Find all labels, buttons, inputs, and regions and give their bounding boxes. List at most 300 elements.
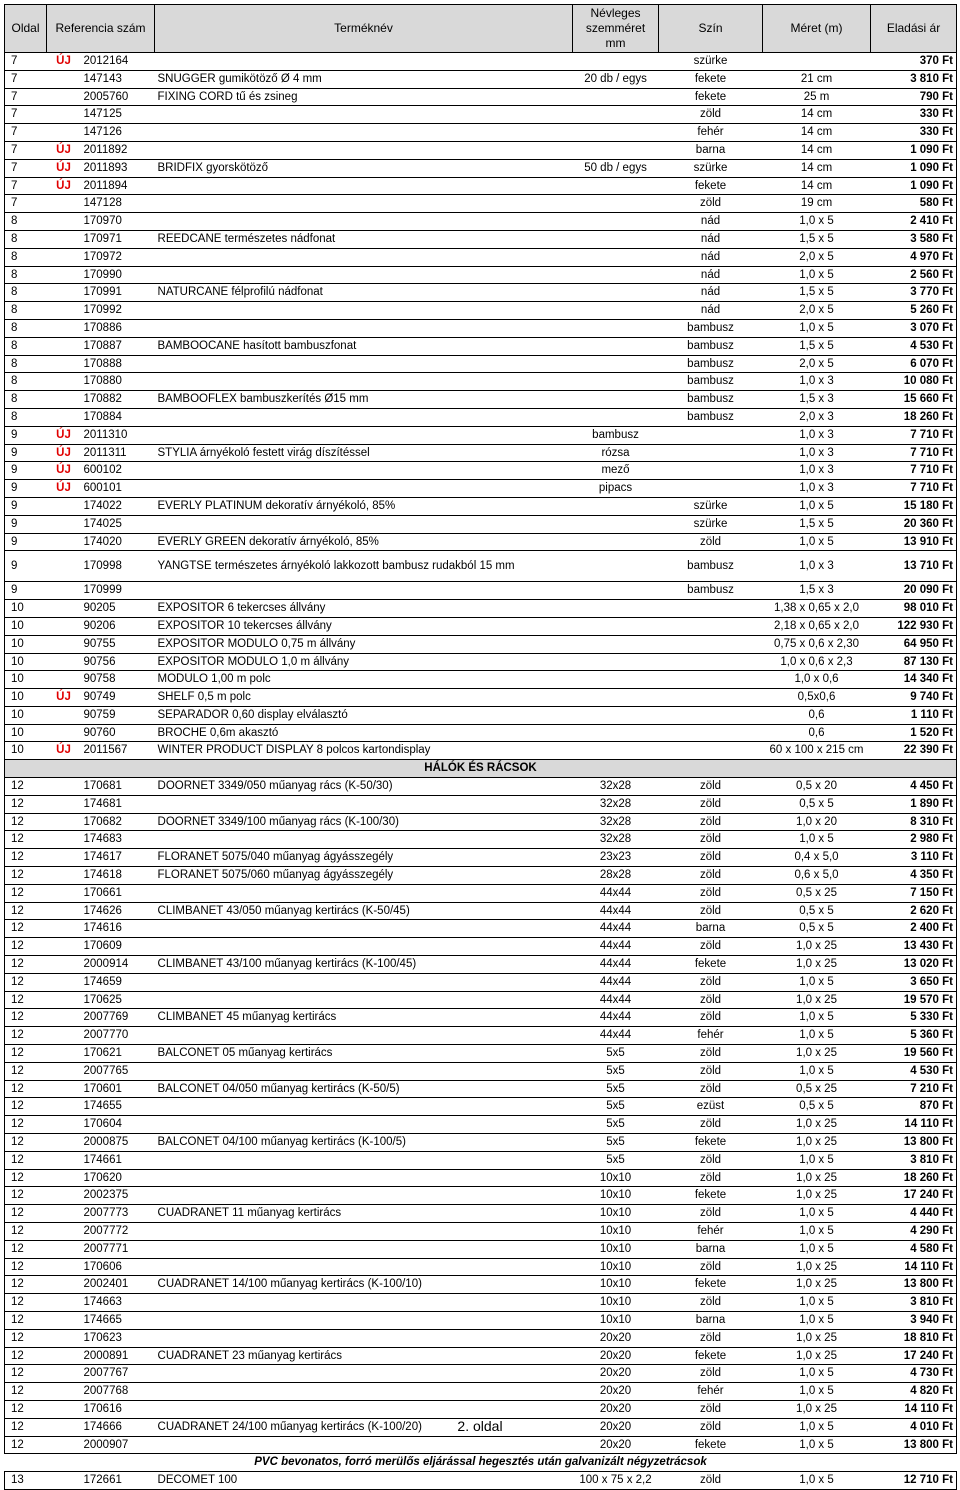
cell-new-badge: [47, 1187, 81, 1205]
cell-nominal-mesh: 32x28: [573, 795, 659, 813]
cell-reference: 170884: [81, 408, 155, 426]
cell-size: 1,0 x 5: [763, 1311, 871, 1329]
cell-size: 1,5 x 5: [763, 230, 871, 248]
table-row: [5, 724, 957, 742]
cell-product-name: [155, 938, 573, 956]
cell-color: [659, 600, 763, 618]
cell-reference: 170888: [81, 355, 155, 373]
cell-product-name: EVERLY PLATINUM dekoratív árnyékoló, 85%: [155, 497, 573, 515]
cell-reference: 170990: [81, 266, 155, 284]
cell-reference: 2000875: [81, 1134, 155, 1152]
cell-nominal-mesh: 5x5: [573, 1045, 659, 1063]
cell-product-name: [155, 319, 573, 337]
cell-price: 4 350 Ft: [871, 867, 957, 885]
cell-price: 4 440 Ft: [871, 1205, 957, 1223]
cell-new-badge: [47, 1311, 81, 1329]
cell-nominal-mesh: [573, 533, 659, 551]
cell-nominal-mesh: [573, 724, 659, 742]
table-row: [5, 671, 957, 689]
cell-price: 5 330 Ft: [871, 1009, 957, 1027]
cell-size: 1,0 x 0,6: [763, 671, 871, 689]
cell-page: 8: [5, 391, 47, 409]
cell-page: 12: [5, 920, 47, 938]
table-row: [5, 426, 957, 444]
cell-product-name: [155, 141, 573, 159]
cell-size: 1,0 x 5: [763, 1472, 871, 1490]
cell-product-name: SHELF 0,5 m polc: [155, 689, 573, 707]
cell-color: zöld: [659, 1045, 763, 1063]
cell-nominal-mesh: [573, 706, 659, 724]
table-row: [5, 1472, 957, 1490]
header-color: Szín: [659, 5, 763, 53]
cell-product-name: DECOMET 100: [155, 1472, 573, 1490]
cell-reference: 174025: [81, 515, 155, 533]
cell-price: 3 940 Ft: [871, 1311, 957, 1329]
cell-nominal-mesh: [573, 248, 659, 266]
cell-color: [659, 426, 763, 444]
cell-page: 12: [5, 991, 47, 1009]
cell-size: 1,0 x 5: [763, 1009, 871, 1027]
cell-new-badge: [47, 391, 81, 409]
cell-price: 15 660 Ft: [871, 391, 957, 409]
cell-price: 13 020 Ft: [871, 956, 957, 974]
cell-reference: 174681: [81, 795, 155, 813]
header-page: Oldal: [5, 5, 47, 53]
cell-product-name: BAMBOOCANE hasított bambuszfonat: [155, 337, 573, 355]
cell-product-name: [155, 1311, 573, 1329]
table-row: [5, 849, 957, 867]
cell-size: 0,6 x 5,0: [763, 867, 871, 885]
cell-color: bambusz: [659, 337, 763, 355]
cell-price: 3 580 Ft: [871, 230, 957, 248]
cell-price: 19 570 Ft: [871, 991, 957, 1009]
cell-product-name: STYLIA árnyékoló festett virág díszítéssel: [155, 444, 573, 462]
cell-new-badge: [47, 831, 81, 849]
cell-color: [659, 706, 763, 724]
cell-price: 1 090 Ft: [871, 141, 957, 159]
cell-page: 8: [5, 302, 47, 320]
cell-color: bambusz: [659, 373, 763, 391]
cell-color: barna: [659, 920, 763, 938]
cell-color: nád: [659, 266, 763, 284]
cell-new-badge: [47, 1027, 81, 1045]
cell-price: 13 800 Ft: [871, 1276, 957, 1294]
cell-page: 7: [5, 195, 47, 213]
cell-price: 7 710 Ft: [871, 426, 957, 444]
cell-color: zöld: [659, 867, 763, 885]
cell-new-badge: [47, 337, 81, 355]
cell-product-name: [155, 266, 573, 284]
cell-page: 12: [5, 973, 47, 991]
cell-size: 2,0 x 5: [763, 302, 871, 320]
cell-new-badge: [47, 706, 81, 724]
table-row: [5, 195, 957, 213]
cell-price: 14 110 Ft: [871, 1258, 957, 1276]
cell-new-badge: [47, 248, 81, 266]
table-row: [5, 551, 957, 582]
cell-color: szürke: [659, 159, 763, 177]
cell-price: 17 240 Ft: [871, 1187, 957, 1205]
cell-color: nád: [659, 248, 763, 266]
cell-new-badge: [47, 956, 81, 974]
cell-color: [659, 724, 763, 742]
cell-product-name: FLORANET 5075/040 műanyag ágyásszegély: [155, 849, 573, 867]
cell-new-badge: [47, 1472, 81, 1490]
cell-color: ezüst: [659, 1098, 763, 1116]
cell-color: fehér: [659, 124, 763, 142]
cell-page: 12: [5, 1294, 47, 1312]
cell-new-badge: [47, 373, 81, 391]
cell-price: 64 950 Ft: [871, 635, 957, 653]
cell-new-badge: ÚJ: [47, 742, 81, 760]
cell-nominal-mesh: [573, 53, 659, 71]
cell-new-badge: ÚJ: [47, 689, 81, 707]
cell-nominal-mesh: 44x44: [573, 902, 659, 920]
cell-nominal-mesh: [573, 582, 659, 600]
cell-product-name: [155, 1116, 573, 1134]
cell-page: 12: [5, 884, 47, 902]
cell-page: 9: [5, 515, 47, 533]
cell-nominal-mesh: 10x10: [573, 1169, 659, 1187]
cell-size: 1,0 x 25: [763, 1169, 871, 1187]
cell-page: 12: [5, 1223, 47, 1241]
cell-nominal-mesh: 10x10: [573, 1187, 659, 1205]
cell-page: 8: [5, 408, 47, 426]
table-row: [5, 462, 957, 480]
cell-reference: 600102: [81, 462, 155, 480]
cell-new-badge: [47, 319, 81, 337]
cell-page: 12: [5, 1258, 47, 1276]
cell-reference: 170623: [81, 1329, 155, 1347]
cell-price: 580 Ft: [871, 195, 957, 213]
cell-price: 1 110 Ft: [871, 706, 957, 724]
cell-new-badge: [47, 1276, 81, 1294]
cell-new-badge: ÚJ: [47, 141, 81, 159]
cell-page: 10: [5, 600, 47, 618]
cell-page: 12: [5, 813, 47, 831]
cell-price: 4 820 Ft: [871, 1383, 957, 1401]
cell-price: 870 Ft: [871, 1098, 957, 1116]
cell-price: 19 560 Ft: [871, 1045, 957, 1063]
cell-nominal-mesh: [573, 230, 659, 248]
cell-product-name: MODULO 1,00 m polc: [155, 671, 573, 689]
cell-size: 1,38 x 0,65 x 2,0: [763, 600, 871, 618]
cell-page: 7: [5, 124, 47, 142]
cell-page: 8: [5, 373, 47, 391]
cell-color: [659, 671, 763, 689]
cell-price: 7 710 Ft: [871, 462, 957, 480]
cell-size: 0,5 x 20: [763, 778, 871, 796]
cell-page: 12: [5, 1098, 47, 1116]
cell-size: 1,0 x 3: [763, 426, 871, 444]
cell-size: 1,0 x 25: [763, 938, 871, 956]
cell-page: 8: [5, 230, 47, 248]
cell-color: zöld: [659, 1009, 763, 1027]
cell-nominal-mesh: [573, 497, 659, 515]
cell-price: 22 390 Ft: [871, 742, 957, 760]
cell-reference: 174659: [81, 973, 155, 991]
cell-reference: 170880: [81, 373, 155, 391]
cell-new-badge: [47, 106, 81, 124]
cell-new-badge: [47, 124, 81, 142]
cell-page: 10: [5, 706, 47, 724]
cell-color: zöld: [659, 1116, 763, 1134]
header-reference: Referencia szám: [47, 5, 155, 53]
cell-price: 3 110 Ft: [871, 849, 957, 867]
cell-reference: 174618: [81, 867, 155, 885]
cell-price: 3 650 Ft: [871, 973, 957, 991]
cell-product-name: [155, 1436, 573, 1454]
cell-product-name: DOORNET 3349/050 műanyag rács (K-50/30): [155, 778, 573, 796]
cell-nominal-mesh: 20x20: [573, 1418, 659, 1436]
table-body: [5, 53, 957, 1490]
cell-nominal-mesh: [573, 671, 659, 689]
table-row: [5, 159, 957, 177]
cell-color: nád: [659, 230, 763, 248]
cell-product-name: [155, 408, 573, 426]
cell-new-badge: [47, 533, 81, 551]
cell-reference: 170621: [81, 1045, 155, 1063]
cell-reference: 174626: [81, 902, 155, 920]
table-row: [5, 1329, 957, 1347]
cell-size: 1,0 x 20: [763, 813, 871, 831]
header-nominal-mesh: Névleges szemméret mm: [573, 5, 659, 53]
table-row: [5, 230, 957, 248]
cell-page: 10: [5, 635, 47, 653]
table-row: [5, 1383, 957, 1401]
cell-reference: 2007771: [81, 1240, 155, 1258]
cell-reference: 174665: [81, 1311, 155, 1329]
cell-new-badge: [47, 1258, 81, 1276]
cell-page: 12: [5, 1311, 47, 1329]
section-note: PVC bevonatos, forró merülős eljárással hegesztés után galvanizált négyzetrácsok: [5, 1454, 957, 1472]
cell-nominal-mesh: 10x10: [573, 1258, 659, 1276]
cell-product-name: [155, 124, 573, 142]
cell-color: zöld: [659, 795, 763, 813]
cell-color: zöld: [659, 1258, 763, 1276]
cell-color: zöld: [659, 973, 763, 991]
cell-page: 7: [5, 88, 47, 106]
cell-size: 1,0 x 0,6 x 2,3: [763, 653, 871, 671]
cell-nominal-mesh: [573, 635, 659, 653]
cell-size: 2,0 x 5: [763, 248, 871, 266]
header-product-name: Terméknév: [155, 5, 573, 53]
cell-size: 0,6: [763, 724, 871, 742]
cell-color: fekete: [659, 1187, 763, 1205]
cell-price: 4 530 Ft: [871, 1062, 957, 1080]
cell-page: 12: [5, 1169, 47, 1187]
cell-reference: 174655: [81, 1098, 155, 1116]
cell-nominal-mesh: [573, 177, 659, 195]
cell-page: 7: [5, 106, 47, 124]
table-row: [5, 1045, 957, 1063]
cell-product-name: [155, 1258, 573, 1276]
cell-nominal-mesh: [573, 355, 659, 373]
cell-size: 1,0 x 5: [763, 266, 871, 284]
cell-color: zöld: [659, 1169, 763, 1187]
cell-page: 9: [5, 480, 47, 498]
table-row: [5, 141, 957, 159]
cell-new-badge: ÚJ: [47, 444, 81, 462]
cell-nominal-mesh: pipacs: [573, 480, 659, 498]
cell-new-badge: [47, 408, 81, 426]
cell-price: 20 090 Ft: [871, 582, 957, 600]
table-row: [5, 956, 957, 974]
table-row: [5, 355, 957, 373]
cell-product-name: [155, 1240, 573, 1258]
cell-color: fekete: [659, 1347, 763, 1365]
cell-size: 0,5 x 5: [763, 1098, 871, 1116]
cell-nominal-mesh: 44x44: [573, 991, 659, 1009]
cell-page: 12: [5, 1187, 47, 1205]
cell-page: 12: [5, 1151, 47, 1169]
cell-price: 10 080 Ft: [871, 373, 957, 391]
cell-page: 9: [5, 551, 47, 582]
cell-size: 1,0 x 3: [763, 480, 871, 498]
cell-product-name: [155, 1169, 573, 1187]
cell-nominal-mesh: 10x10: [573, 1294, 659, 1312]
cell-new-badge: [47, 795, 81, 813]
cell-new-badge: [47, 653, 81, 671]
cell-nominal-mesh: [573, 617, 659, 635]
table-row: [5, 1311, 957, 1329]
cell-color: zöld: [659, 195, 763, 213]
cell-color: bambusz: [659, 582, 763, 600]
cell-page: 7: [5, 177, 47, 195]
table-row: [5, 177, 957, 195]
cell-nominal-mesh: [573, 689, 659, 707]
cell-new-badge: [47, 355, 81, 373]
cell-product-name: DOORNET 3349/100 műanyag rács (K-100/30): [155, 813, 573, 831]
cell-color: szürke: [659, 497, 763, 515]
table-row: [5, 1276, 957, 1294]
cell-reference: 170971: [81, 230, 155, 248]
table-row: [5, 319, 957, 337]
cell-color: zöld: [659, 938, 763, 956]
cell-price: 3 810 Ft: [871, 1294, 957, 1312]
table-row: [5, 867, 957, 885]
cell-page: 12: [5, 831, 47, 849]
cell-color: barna: [659, 1311, 763, 1329]
cell-product-name: [155, 1187, 573, 1205]
cell-product-name: CUADRANET 14/100 műanyag kertirács (K-100/10): [155, 1276, 573, 1294]
cell-product-name: SNUGGER gumikötöző Ø 4 mm: [155, 70, 573, 88]
cell-page: 7: [5, 70, 47, 88]
cell-size: 2,0 x 3: [763, 408, 871, 426]
cell-reference: 2002375: [81, 1187, 155, 1205]
table-row: [5, 742, 957, 760]
cell-nominal-mesh: 20x20: [573, 1436, 659, 1454]
cell-nominal-mesh: [573, 141, 659, 159]
cell-price: 370 Ft: [871, 53, 957, 71]
cell-price: 330 Ft: [871, 124, 957, 142]
table-row: [5, 1400, 957, 1418]
cell-price: 4 530 Ft: [871, 337, 957, 355]
cell-color: zöld: [659, 1418, 763, 1436]
cell-product-name: FIXING CORD tű és zsineg: [155, 88, 573, 106]
cell-size: 21 cm: [763, 70, 871, 88]
cell-color: barna: [659, 1240, 763, 1258]
cell-color: fekete: [659, 956, 763, 974]
cell-nominal-mesh: 20x20: [573, 1400, 659, 1418]
cell-size: 60 x 100 x 215 cm: [763, 742, 871, 760]
cell-nominal-mesh: 5x5: [573, 1062, 659, 1080]
cell-new-badge: [47, 1400, 81, 1418]
table-row: [5, 635, 957, 653]
cell-color: zöld: [659, 533, 763, 551]
table-row: [5, 248, 957, 266]
cell-new-badge: [47, 724, 81, 742]
cell-price: 1 090 Ft: [871, 177, 957, 195]
cell-color: zöld: [659, 813, 763, 831]
cell-nominal-mesh: [573, 337, 659, 355]
cell-new-badge: [47, 813, 81, 831]
cell-product-name: BALCONET 04/050 műanyag kertirács (K-50/5): [155, 1080, 573, 1098]
cell-reference: 2011567: [81, 742, 155, 760]
cell-reference: 170616: [81, 1400, 155, 1418]
cell-size: 1,5 x 5: [763, 337, 871, 355]
cell-reference: 170606: [81, 1258, 155, 1276]
cell-nominal-mesh: 5x5: [573, 1134, 659, 1152]
cell-price: 3 810 Ft: [871, 1151, 957, 1169]
cell-price: 18 260 Ft: [871, 408, 957, 426]
cell-page: 12: [5, 1400, 47, 1418]
cell-page: 12: [5, 778, 47, 796]
table-row: [5, 1187, 957, 1205]
cell-size: 1,0 x 5: [763, 1205, 871, 1223]
cell-size: 14 cm: [763, 159, 871, 177]
cell-nominal-mesh: mező: [573, 462, 659, 480]
cell-reference: 90749: [81, 689, 155, 707]
cell-nominal-mesh: 44x44: [573, 973, 659, 991]
cell-reference: 174616: [81, 920, 155, 938]
cell-reference: 90760: [81, 724, 155, 742]
cell-page: 8: [5, 337, 47, 355]
table-row: [5, 1080, 957, 1098]
table-row: [5, 1294, 957, 1312]
table-row: [5, 689, 957, 707]
cell-size: 14 cm: [763, 177, 871, 195]
cell-product-name: [155, 177, 573, 195]
cell-product-name: [155, 1400, 573, 1418]
cell-reference: 174683: [81, 831, 155, 849]
cell-reference: 170681: [81, 778, 155, 796]
cell-page: 12: [5, 1276, 47, 1294]
table-row: [5, 1098, 957, 1116]
header-price: Eladási ár: [871, 5, 957, 53]
cell-size: 1,0 x 3: [763, 551, 871, 582]
cell-reference: 170609: [81, 938, 155, 956]
table-row: [5, 302, 957, 320]
cell-color: zöld: [659, 1205, 763, 1223]
cell-product-name: [155, 1027, 573, 1045]
cell-new-badge: [47, 884, 81, 902]
cell-page: 12: [5, 1062, 47, 1080]
cell-new-badge: ÚJ: [47, 462, 81, 480]
cell-page: 10: [5, 671, 47, 689]
cell-reference: 90758: [81, 671, 155, 689]
cell-color: [659, 480, 763, 498]
section-header-row: [5, 760, 957, 778]
cell-price: 3 070 Ft: [871, 319, 957, 337]
cell-reference: 90759: [81, 706, 155, 724]
cell-color: zöld: [659, 884, 763, 902]
cell-color: [659, 689, 763, 707]
cell-new-badge: [47, 849, 81, 867]
cell-size: 0,5x0,6: [763, 689, 871, 707]
cell-page: 13: [5, 1472, 47, 1490]
cell-new-badge: [47, 1045, 81, 1063]
